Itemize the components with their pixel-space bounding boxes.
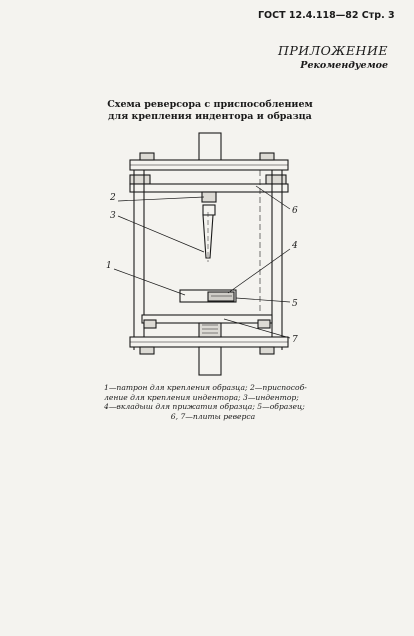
upper-rod: [199, 133, 221, 161]
callout-6: 6: [292, 206, 298, 216]
figure-title-line-2: для крепления индентора и образца: [108, 111, 312, 122]
lower-rod: [199, 323, 221, 375]
standard-number: ГОСТ 12.4.118—82 Стр. 3: [258, 10, 395, 21]
plate-6: [130, 184, 288, 192]
top-plate: [130, 160, 288, 170]
indenter-holder: [202, 192, 216, 215]
figure-title-line-1: Схема реверсора с приспособлением: [107, 99, 313, 110]
caption-line: ление для крепления индентора; 3—индентор;: [104, 392, 299, 402]
callout-4: 4: [292, 241, 298, 251]
caption-line: 6, 7—плиты реверса: [170, 411, 256, 421]
appendix-subtitle: Рекомендуемое: [300, 60, 388, 71]
callout-3: 3: [110, 211, 116, 221]
insert-and-sample: [208, 292, 234, 301]
indenter: [203, 212, 213, 262]
caption-line: 4—вкладыш для прижатия образца; 5—образец;: [104, 402, 305, 412]
callout-2: 2: [110, 193, 116, 203]
callout-1: 1: [106, 261, 112, 271]
callout-7: 7: [292, 335, 298, 345]
callout-5: 5: [292, 299, 298, 309]
caption-line: 1—патрон для крепления образца; 2—приспособ-: [104, 383, 307, 392]
appendix-title: ПРИЛОЖЕНИЕ: [278, 43, 388, 58]
figure-caption: [104, 383, 322, 421]
